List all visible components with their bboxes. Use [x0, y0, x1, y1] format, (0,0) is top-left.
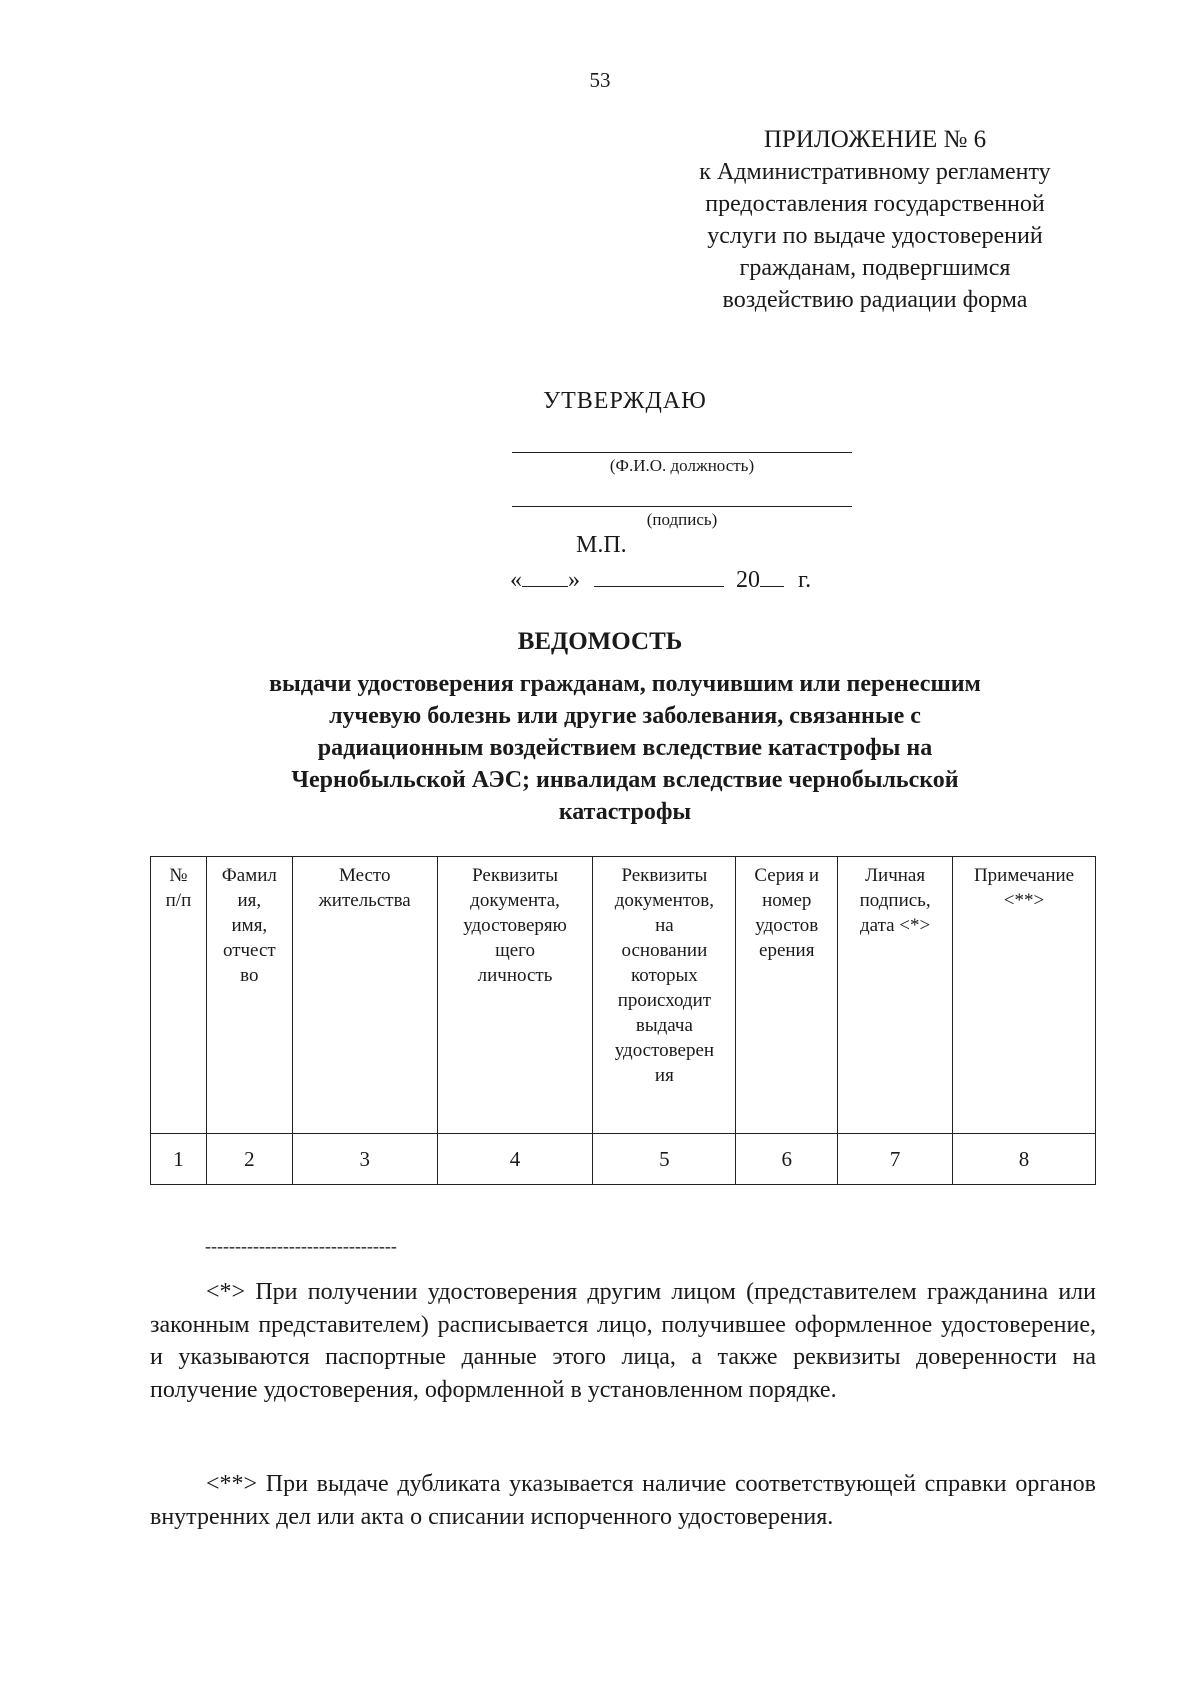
appendix-header: [640, 124, 1110, 316]
signature-line: [512, 506, 852, 507]
header-note: Примечание <**>: [953, 857, 1096, 1134]
header-certificate-number: Серия и номер удостов ерения: [736, 857, 838, 1134]
subtitle-line: Чернобыльской АЭС; инвалидам вследствие чернобыльской: [291, 767, 959, 793]
approval-title: УТВЕРЖДАЮ: [543, 388, 707, 414]
subtitle-line: катастрофы: [558, 799, 692, 825]
approval-date: [510, 566, 811, 594]
stamp-placeholder: М.П.: [576, 532, 627, 558]
signature-caption: (подпись): [646, 510, 718, 529]
footnote-separator: --------------------------------: [205, 1236, 397, 1256]
column-number: 2: [206, 1134, 292, 1185]
subtitle-line: выдачи удостоверения гражданам, получившим или перенесшим: [269, 671, 981, 697]
date-close-quote: »: [568, 567, 580, 593]
page-number: 53: [589, 68, 611, 92]
column-number: 7: [838, 1134, 953, 1185]
year-prefix: 20: [736, 567, 760, 593]
appendix-line: к Административному регламенту: [699, 159, 1051, 185]
year-suffix: г.: [798, 567, 812, 593]
header-identity-document: Реквизиты документа, удостоверяю щего личность: [437, 857, 593, 1134]
appendix-line: услуги по выдаче удостоверений: [707, 223, 1043, 249]
document-title: ВЕДОМОСТЬ: [517, 628, 683, 655]
column-number: 8: [953, 1134, 1096, 1185]
footnote-2: <**> При выдаче дубликата указывается наличие соответствующей справки органов внутренних дел или акта о списании испорченного удостоверения.: [150, 1471, 1096, 1530]
year-blank: [760, 566, 784, 587]
issuance-ledger-table: [150, 856, 1096, 1185]
subtitle-line: лучевую болезнь или другие заболевания, связанные с: [329, 703, 921, 729]
header-full-name: Фамил ия, имя, отчест во: [206, 857, 292, 1134]
table-header-row: [151, 857, 1096, 1134]
subtitle-line: радиационным воздействием вследствие катастрофы на: [317, 735, 933, 761]
footnote-1: <*> При получении удостоверения другим лицом (представителем гражданина или законным представителем) расписывается лицо, получившее оформленное удостоверение, и указываются паспортные данные этого лица, а также реквизиты доверенности на получение удостоверения, оформленной в установленном порядке.: [150, 1279, 1096, 1403]
appendix-line: предоставления государственной: [705, 191, 1045, 217]
document-subtitle: [200, 668, 1050, 828]
appendix-title: ПРИЛОЖЕНИЕ № 6: [763, 126, 987, 153]
day-blank: [522, 566, 568, 587]
column-number: 3: [292, 1134, 437, 1185]
date-open-quote: «: [510, 567, 522, 593]
appendix-line: воздействию радиации форма: [722, 287, 1028, 313]
header-signature-date: Личная подпись, дата <*>: [838, 857, 953, 1134]
month-blank: [594, 566, 724, 587]
column-number: 6: [736, 1134, 838, 1185]
header-residence: Место жительства: [292, 857, 437, 1134]
column-number: 5: [593, 1134, 736, 1185]
name-position-line: [512, 452, 852, 453]
column-number-row: [151, 1134, 1096, 1185]
column-number: 4: [437, 1134, 593, 1185]
name-position-caption: (Ф.И.О. должность): [609, 456, 755, 475]
header-number: № п/п: [151, 857, 207, 1134]
column-number: 1: [151, 1134, 207, 1185]
appendix-line: гражданам, подвергшимся: [739, 255, 1011, 281]
header-basis-documents: Реквизиты документов, на основании которых происходит выдача удостоверен ия: [593, 857, 736, 1134]
